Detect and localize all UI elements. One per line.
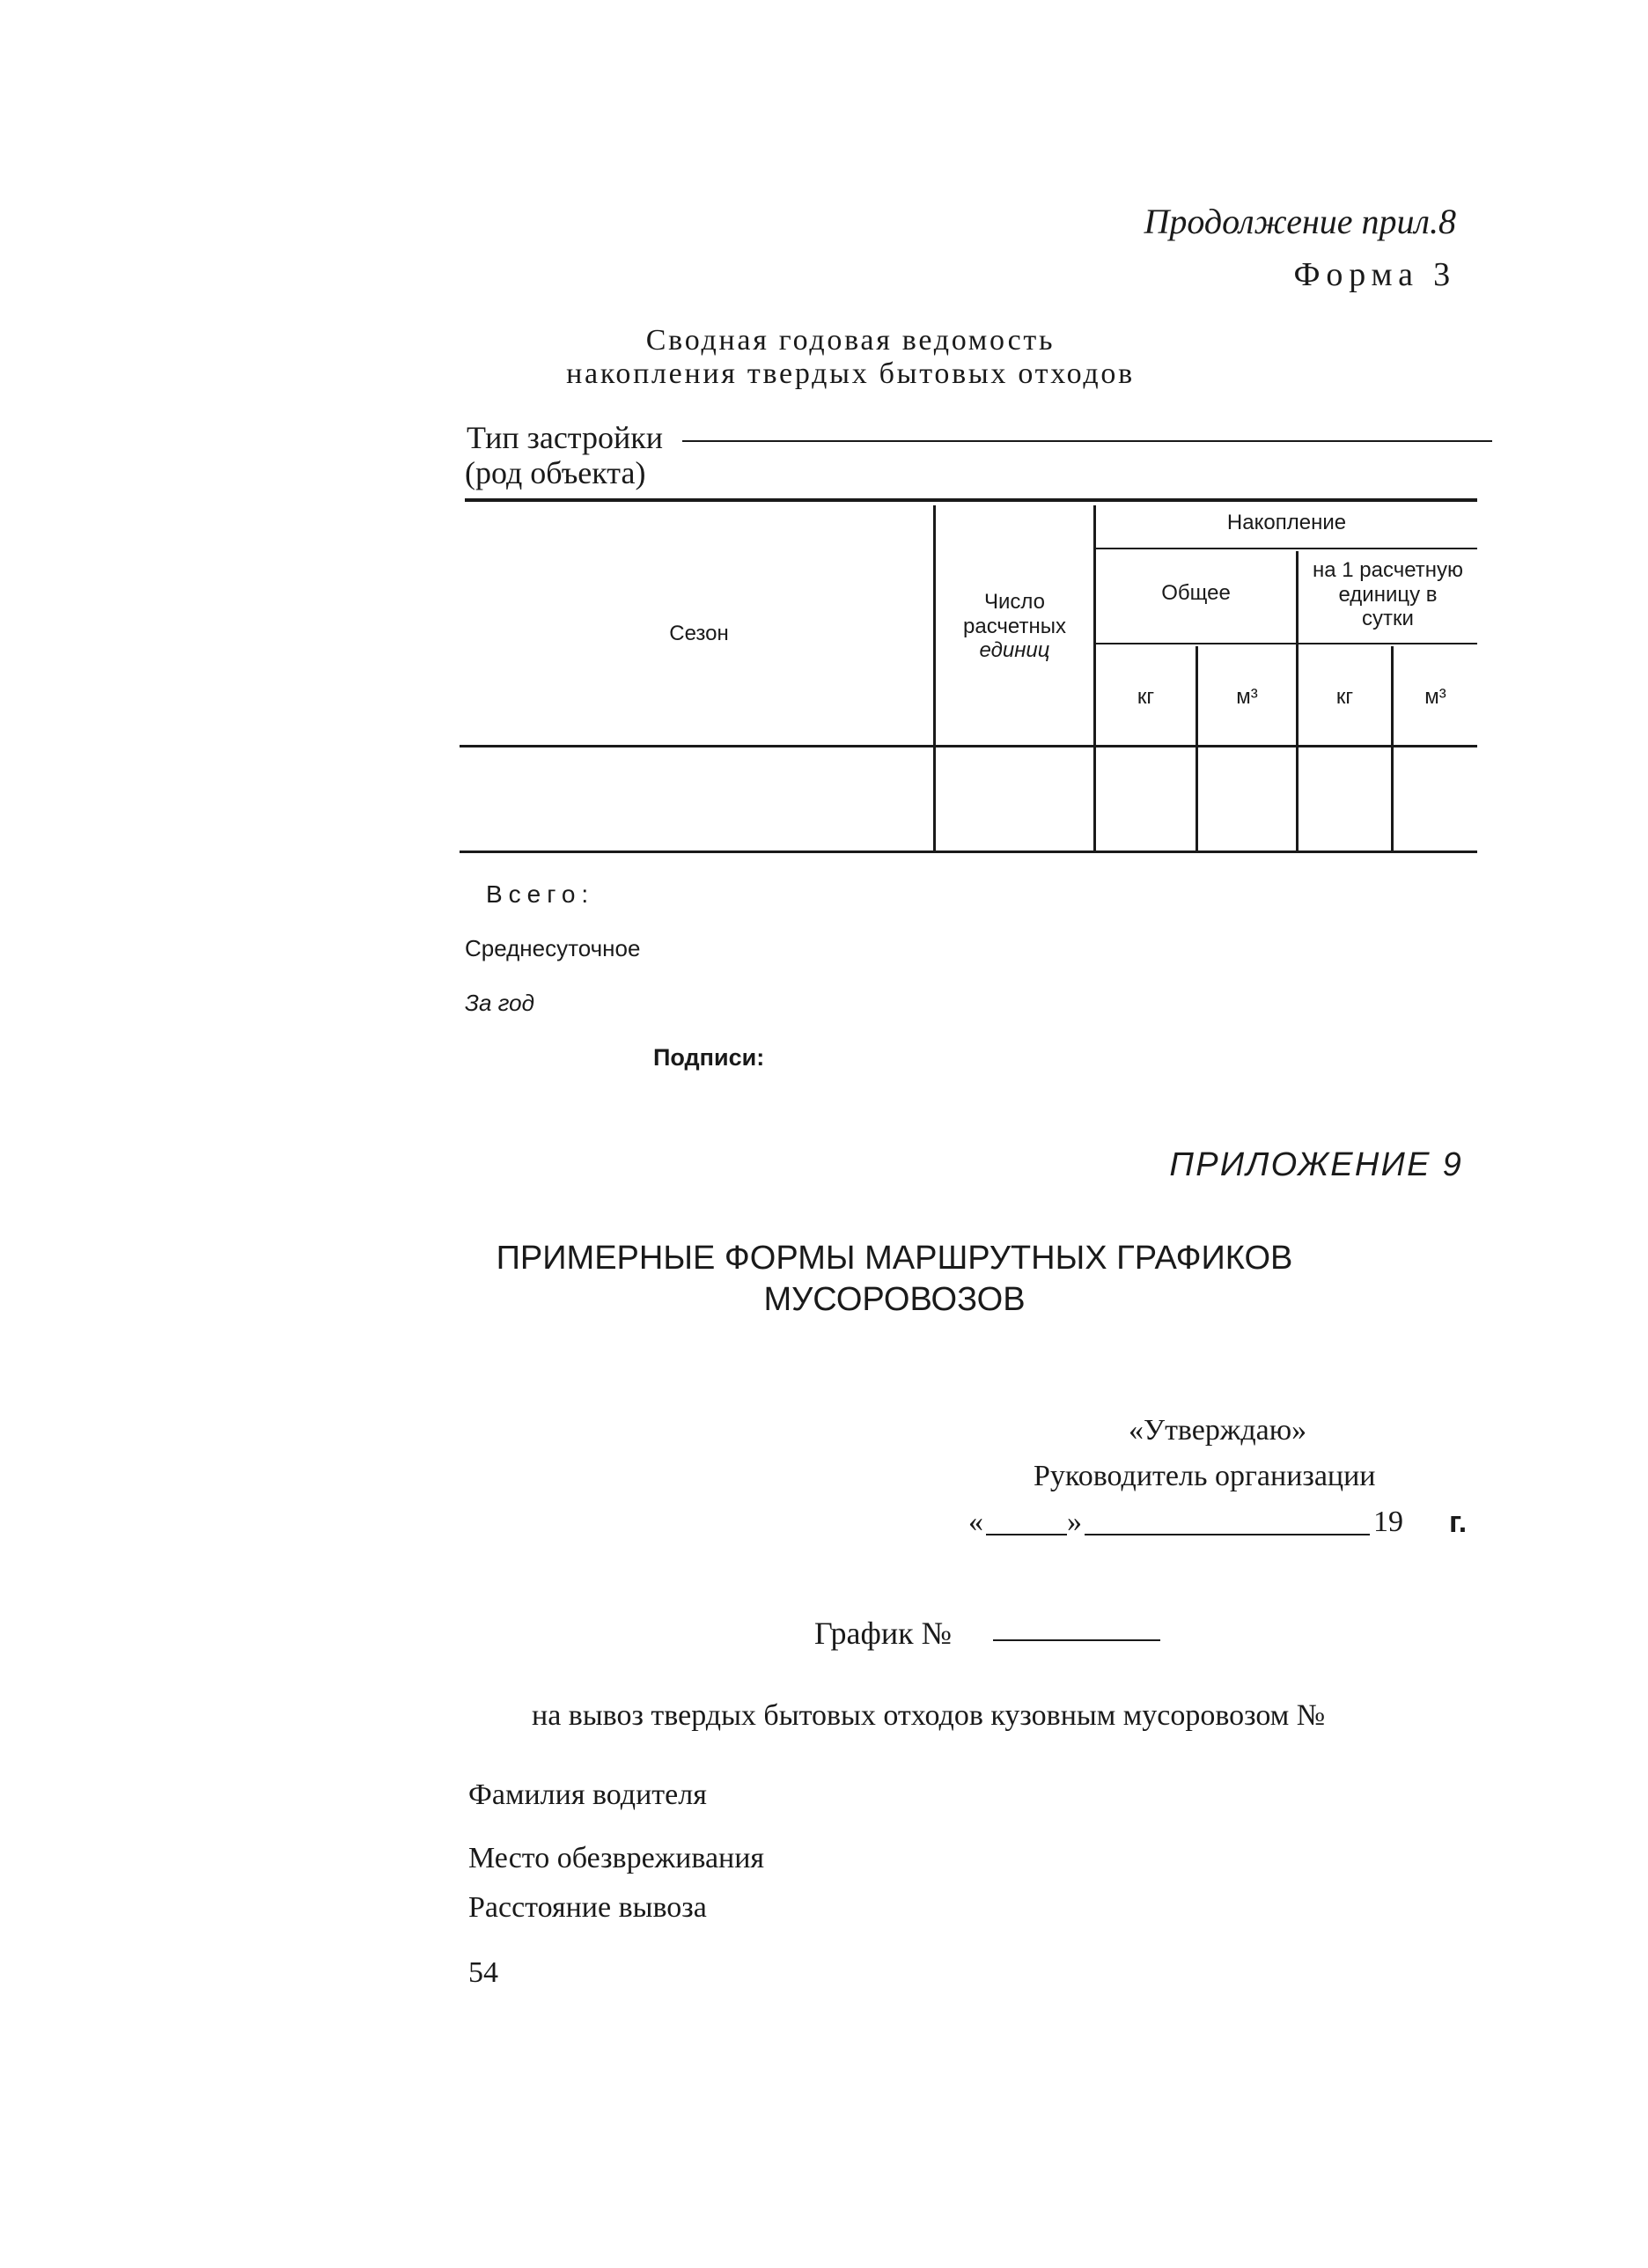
appendix-label: ПРИЛОЖЕНИЕ 9 xyxy=(1169,1146,1463,1183)
season-header: Сезон xyxy=(669,622,729,645)
table-bottom-rule xyxy=(460,850,1477,853)
schedule-number-label: График № xyxy=(814,1616,952,1651)
units-header-line2: расчетных xyxy=(963,614,1066,638)
month-blank xyxy=(1085,1534,1370,1535)
continuation-note: Продолжение прил.8 xyxy=(1144,202,1456,241)
table-col-divider xyxy=(1093,505,1096,850)
approval-date-line xyxy=(968,1506,1479,1544)
date-close-quote: » xyxy=(1067,1506,1082,1538)
approve-label: «Утверждаю» xyxy=(1129,1414,1307,1447)
object-kind-label: (род объекта) xyxy=(465,455,646,490)
year-suffix: г. xyxy=(1449,1506,1468,1539)
accumulation-header: Накопление xyxy=(1226,511,1347,534)
total-label: Всего: xyxy=(486,880,595,908)
organization-head-label: Руководитель организации xyxy=(1034,1460,1376,1492)
per-unit-header-line3: сутки xyxy=(1362,607,1414,631)
appendix-title-line1: ПРИМЕРНЫЕ ФОРМЫ МАРШРУТНЫХ ГРАФИКОВ xyxy=(496,1240,1293,1277)
year-prefix: 19 xyxy=(1373,1506,1403,1538)
building-type-underline xyxy=(682,440,1492,442)
per-unit-header-line2: единицу в xyxy=(1338,582,1438,607)
table-rule xyxy=(1095,643,1477,644)
building-type-label: Тип застройки xyxy=(467,420,663,455)
form-title-line1: Сводная годовая ведомость xyxy=(645,324,1056,357)
kg-header: кг xyxy=(1137,685,1155,709)
date-open-quote: « xyxy=(968,1506,983,1538)
appendix-title-line2: МУСОРОВОЗОВ xyxy=(763,1281,1026,1318)
units-header-line1: Число xyxy=(983,590,1046,614)
m3-per-unit-header: м³ xyxy=(1424,685,1446,709)
schedule-number-blank xyxy=(993,1639,1160,1641)
table-col-divider xyxy=(933,505,936,850)
kg-per-unit-header: кг xyxy=(1335,685,1354,709)
table-col-divider xyxy=(1196,646,1198,850)
total-accumulation-header: Общее xyxy=(1161,581,1231,605)
removal-description: на вывоз твердых бытовых отходов кузовным мусоровозом № xyxy=(532,1699,1326,1732)
units-header-line3: единиц xyxy=(979,638,1050,663)
removal-distance-label: Расстояние вывоза xyxy=(468,1891,707,1924)
page-number: 54 xyxy=(468,1956,498,1989)
form-title-line2: накопления твердых бытовых отходов xyxy=(566,357,1135,390)
m3-header: м³ xyxy=(1236,685,1258,709)
form-number: Форма 3 xyxy=(1293,256,1456,293)
per-unit-header-line1: на 1 расчетную xyxy=(1312,558,1463,582)
per-year-label: За год xyxy=(465,990,535,1016)
table-rule xyxy=(1095,548,1477,549)
per-unit-header xyxy=(1299,558,1477,631)
table-top-rule xyxy=(465,498,1477,502)
driver-name-label: Фамилия водителя xyxy=(468,1778,707,1811)
disposal-place-label: Место обезвреживания xyxy=(468,1842,765,1874)
table-col-divider xyxy=(1391,646,1394,850)
day-blank xyxy=(986,1534,1067,1535)
table-header-bottom-rule xyxy=(460,745,1477,747)
signatures-label: Подписи: xyxy=(653,1044,765,1071)
units-header xyxy=(936,590,1093,663)
daily-average-label: Среднесуточное xyxy=(465,935,641,961)
